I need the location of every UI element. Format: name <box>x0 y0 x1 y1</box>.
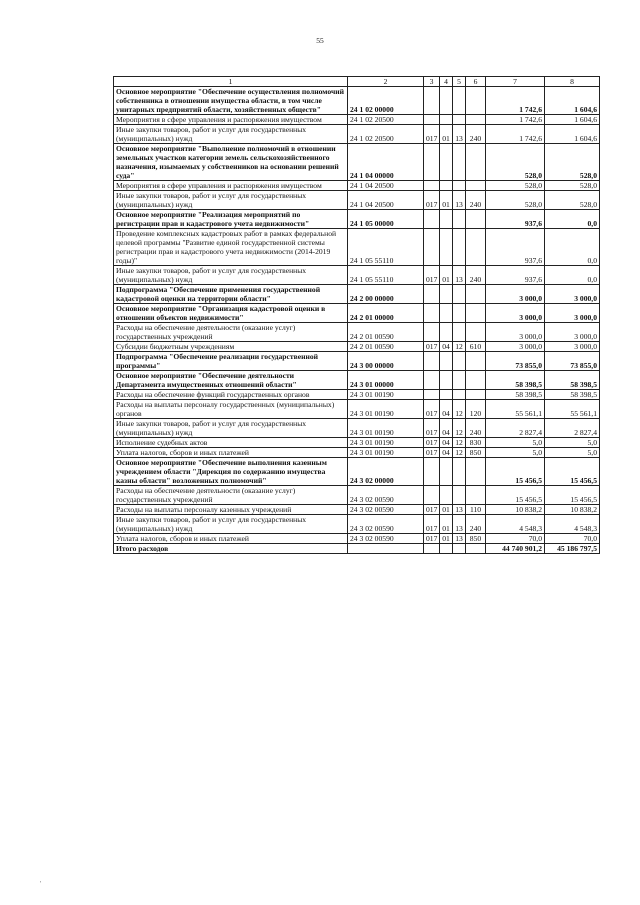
row-amount-year2-cell: 3 000,0 <box>545 285 600 304</box>
table-row <box>114 323 600 342</box>
row-name-cell: Основное мероприятие "Обеспечение деятельности Департамента имущественных отношений области" <box>114 371 348 390</box>
row-code-cell: 24 1 05 55110 <box>348 266 424 285</box>
row-subsection-cell: 13 <box>453 505 466 515</box>
row-code-cell <box>348 544 424 554</box>
row-admin-code-cell <box>424 210 440 229</box>
row-expense-type-cell <box>466 210 486 229</box>
row-section-cell: 01 <box>440 505 453 515</box>
row-admin-code-cell <box>424 115 440 125</box>
row-amount-year2-cell: 3 000,0 <box>545 342 600 352</box>
table-row <box>114 266 600 285</box>
row-name-cell: Основное мероприятие "Обеспечение выполнения казенным учреждением области "Дирекция по содержанию имущества казны области" возложенных полномочий" <box>114 458 348 486</box>
row-expense-type-cell <box>466 390 486 400</box>
column-header: 8 <box>545 77 600 87</box>
table-row <box>114 448 600 458</box>
page-number: 55 <box>316 36 324 45</box>
row-amount-year1-cell: 73 855,0 <box>486 352 545 371</box>
row-expense-type-cell <box>466 229 486 266</box>
row-expense-type-cell <box>466 144 486 181</box>
row-name-cell: Субсидии бюджетным учреждениям <box>114 342 348 352</box>
row-amount-year2-cell: 528,0 <box>545 181 600 191</box>
row-name-cell: Расходы на выплаты персоналу казенных учреждений <box>114 505 348 515</box>
row-amount-year1-cell: 1 742,6 <box>486 125 545 144</box>
row-expense-type-cell <box>466 486 486 505</box>
row-expense-type-cell: 850 <box>466 448 486 458</box>
row-subsection-cell <box>453 323 466 342</box>
row-code-cell: 24 2 01 00590 <box>348 342 424 352</box>
row-admin-code-cell <box>424 371 440 390</box>
budget-table <box>113 76 600 554</box>
row-admin-code-cell: 017 <box>424 419 440 438</box>
row-name-cell: Основное мероприятие "Выполнение полномочий в отношении земельных участков категории земель сельскохозяйственного назначения, изымаемых у собственников на основании решений суда" <box>114 144 348 181</box>
row-subsection-cell <box>453 115 466 125</box>
row-name-cell: Уплата налогов, сборов и иных платежей <box>114 534 348 544</box>
row-admin-code-cell: 017 <box>424 448 440 458</box>
row-code-cell: 24 3 02 00590 <box>348 486 424 505</box>
row-code-cell: 24 1 02 20500 <box>348 115 424 125</box>
row-admin-code-cell <box>424 285 440 304</box>
row-section-cell: 04 <box>440 438 453 448</box>
row-subsection-cell: 13 <box>453 515 466 534</box>
row-name-cell: Подпрограмма "Обеспечение реализации государственной программы" <box>114 352 348 371</box>
row-amount-year1-cell: 3 000,0 <box>486 323 545 342</box>
row-code-cell: 24 3 01 00190 <box>348 390 424 400</box>
row-amount-year1-cell: 3 000,0 <box>486 285 545 304</box>
row-amount-year1-cell: 2 827,4 <box>486 419 545 438</box>
table-row <box>114 390 600 400</box>
row-amount-year1-cell: 528,0 <box>486 181 545 191</box>
row-amount-year1-cell: 1 742,6 <box>486 87 545 115</box>
row-amount-year1-cell: 528,0 <box>486 191 545 210</box>
table-row <box>114 371 600 390</box>
table-row <box>114 352 600 371</box>
row-admin-code-cell <box>424 458 440 486</box>
row-admin-code-cell <box>424 390 440 400</box>
table-row <box>114 87 600 115</box>
row-amount-year1-cell: 4 548,3 <box>486 515 545 534</box>
row-expense-type-cell <box>466 458 486 486</box>
row-name-cell: Иные закупки товаров, работ и услуг для государственных (муниципальных) нужд <box>114 191 348 210</box>
row-expense-type-cell: 240 <box>466 419 486 438</box>
row-amount-year2-cell: 0,0 <box>545 229 600 266</box>
row-section-cell <box>440 371 453 390</box>
row-subsection-cell: 13 <box>453 125 466 144</box>
row-amount-year2-cell: 4 548,3 <box>545 515 600 534</box>
row-section-cell: 04 <box>440 448 453 458</box>
row-amount-year2-cell: 58 398,5 <box>545 371 600 390</box>
row-name-cell: Иные закупки товаров, работ и услуг для государственных (муниципальных) нужд <box>114 515 348 534</box>
row-expense-type-cell <box>466 285 486 304</box>
row-section-cell: 01 <box>440 125 453 144</box>
row-amount-year2-cell: 5,0 <box>545 448 600 458</box>
row-expense-type-cell: 240 <box>466 515 486 534</box>
row-code-cell: 24 3 01 00190 <box>348 438 424 448</box>
row-name-cell: Расходы на выплаты персоналу государственных (муниципальных) органов <box>114 400 348 419</box>
row-admin-code-cell <box>424 486 440 505</box>
row-admin-code-cell: 017 <box>424 125 440 144</box>
row-code-cell: 24 3 01 00190 <box>348 448 424 458</box>
row-amount-year2-cell: 1 604,6 <box>545 125 600 144</box>
row-subsection-cell <box>453 285 466 304</box>
margin-mark: ' <box>40 880 42 888</box>
row-expense-type-cell: 240 <box>466 266 486 285</box>
row-amount-year1-cell: 937,6 <box>486 210 545 229</box>
row-expense-type-cell: 610 <box>466 342 486 352</box>
table-body <box>114 87 600 554</box>
row-section-cell <box>440 285 453 304</box>
row-section-cell: 01 <box>440 534 453 544</box>
row-section-cell: 04 <box>440 400 453 419</box>
row-admin-code-cell: 017 <box>424 534 440 544</box>
row-amount-year1-cell: 937,6 <box>486 266 545 285</box>
row-name-cell: Мероприятия в сфере управления и распоряжения имуществом <box>114 115 348 125</box>
row-amount-year2-cell: 3 000,0 <box>545 304 600 323</box>
row-code-cell: 24 3 01 00190 <box>348 400 424 419</box>
table-row <box>114 191 600 210</box>
column-number-row <box>114 77 600 87</box>
row-subsection-cell <box>453 144 466 181</box>
row-amount-year2-cell: 10 838,2 <box>545 505 600 515</box>
row-admin-code-cell <box>424 229 440 266</box>
row-subsection-cell <box>453 352 466 371</box>
row-section-cell <box>440 115 453 125</box>
row-code-cell: 24 3 02 00590 <box>348 515 424 534</box>
row-subsection-cell <box>453 544 466 554</box>
row-expense-type-cell <box>466 87 486 115</box>
row-code-cell: 24 1 04 00000 <box>348 144 424 181</box>
table-row <box>114 544 600 554</box>
row-admin-code-cell: 017 <box>424 342 440 352</box>
row-expense-type-cell <box>466 371 486 390</box>
row-admin-code-cell <box>424 304 440 323</box>
row-code-cell: 24 1 04 20500 <box>348 191 424 210</box>
row-subsection-cell: 13 <box>453 191 466 210</box>
row-expense-type-cell <box>466 323 486 342</box>
row-admin-code-cell <box>424 323 440 342</box>
row-name-cell: Мероприятия в сфере управления и распоряжения имуществом <box>114 181 348 191</box>
row-subsection-cell <box>453 229 466 266</box>
row-admin-code-cell <box>424 144 440 181</box>
row-amount-year1-cell: 5,0 <box>486 448 545 458</box>
row-code-cell: 24 3 02 00590 <box>348 534 424 544</box>
table-row <box>114 438 600 448</box>
row-code-cell: 24 1 04 20500 <box>348 181 424 191</box>
row-amount-year1-cell: 1 742,6 <box>486 115 545 125</box>
row-name-cell: Основное мероприятие "Организация кадастровой оценки в отношении объектов недвижимости" <box>114 304 348 323</box>
row-subsection-cell <box>453 181 466 191</box>
row-subsection-cell <box>453 371 466 390</box>
row-amount-year1-cell: 58 398,5 <box>486 371 545 390</box>
row-amount-year1-cell: 15 456,5 <box>486 486 545 505</box>
row-amount-year2-cell: 5,0 <box>545 438 600 448</box>
row-amount-year2-cell: 58 398,5 <box>545 390 600 400</box>
row-code-cell: 24 1 02 00000 <box>348 87 424 115</box>
row-amount-year1-cell: 44 740 901,2 <box>486 544 545 554</box>
table-row <box>114 515 600 534</box>
row-code-cell: 24 1 05 55110 <box>348 229 424 266</box>
row-amount-year1-cell: 55 561,1 <box>486 400 545 419</box>
row-expense-type-cell <box>466 115 486 125</box>
row-expense-type-cell: 850 <box>466 534 486 544</box>
row-amount-year1-cell: 528,0 <box>486 144 545 181</box>
row-amount-year1-cell: 5,0 <box>486 438 545 448</box>
row-admin-code-cell <box>424 181 440 191</box>
row-subsection-cell: 12 <box>453 438 466 448</box>
row-subsection-cell <box>453 458 466 486</box>
row-amount-year2-cell: 45 186 797,5 <box>545 544 600 554</box>
row-amount-year2-cell: 2 827,4 <box>545 419 600 438</box>
row-amount-year2-cell: 55 561,1 <box>545 400 600 419</box>
row-amount-year1-cell: 70,0 <box>486 534 545 544</box>
row-amount-year2-cell: 73 855,0 <box>545 352 600 371</box>
row-subsection-cell <box>453 390 466 400</box>
row-section-cell: 01 <box>440 515 453 534</box>
row-admin-code-cell: 017 <box>424 505 440 515</box>
column-header: 1 <box>114 77 348 87</box>
row-section-cell <box>440 181 453 191</box>
table-row <box>114 342 600 352</box>
row-admin-code-cell <box>424 544 440 554</box>
row-code-cell: 24 3 01 00190 <box>348 419 424 438</box>
row-subsection-cell <box>453 87 466 115</box>
row-expense-type-cell: 240 <box>466 191 486 210</box>
row-amount-year2-cell: 0,0 <box>545 266 600 285</box>
row-name-cell: Иные закупки товаров, работ и услуг для государственных (муниципальных) нужд <box>114 125 348 144</box>
row-amount-year2-cell: 70,0 <box>545 534 600 544</box>
column-header: 5 <box>453 77 466 87</box>
row-expense-type-cell <box>466 544 486 554</box>
row-amount-year2-cell: 528,0 <box>545 144 600 181</box>
row-expense-type-cell <box>466 352 486 371</box>
row-expense-type-cell: 830 <box>466 438 486 448</box>
column-header: 6 <box>466 77 486 87</box>
row-subsection-cell: 12 <box>453 342 466 352</box>
row-code-cell: 24 3 00 00000 <box>348 352 424 371</box>
row-code-cell: 24 3 02 00000 <box>348 458 424 486</box>
row-admin-code-cell <box>424 87 440 115</box>
table-row <box>114 144 600 181</box>
row-amount-year2-cell: 15 456,5 <box>545 458 600 486</box>
table-row <box>114 486 600 505</box>
row-subsection-cell: 12 <box>453 400 466 419</box>
row-amount-year1-cell: 58 398,5 <box>486 390 545 400</box>
column-header: 7 <box>486 77 545 87</box>
row-name-cell: Итого расходов <box>114 544 348 554</box>
row-amount-year1-cell: 3 000,0 <box>486 342 545 352</box>
row-subsection-cell <box>453 304 466 323</box>
row-name-cell: Иные закупки товаров, работ и услуг для государственных (муниципальных) нужд <box>114 419 348 438</box>
row-admin-code-cell <box>424 352 440 371</box>
row-code-cell: 24 2 01 00590 <box>348 323 424 342</box>
row-code-cell: 24 2 01 00000 <box>348 304 424 323</box>
row-amount-year2-cell: 0,0 <box>545 210 600 229</box>
row-section-cell <box>440 210 453 229</box>
table-row <box>114 400 600 419</box>
row-name-cell: Основное мероприятие "Реализация мероприятий по регистрации прав и кадастрового учета недвижимости" <box>114 210 348 229</box>
row-name-cell: Расходы на обеспечение функций государственных органов <box>114 390 348 400</box>
table-row <box>114 210 600 229</box>
row-section-cell <box>440 144 453 181</box>
row-admin-code-cell: 017 <box>424 400 440 419</box>
row-amount-year1-cell: 10 838,2 <box>486 505 545 515</box>
row-admin-code-cell: 017 <box>424 515 440 534</box>
row-section-cell <box>440 352 453 371</box>
table-row <box>114 304 600 323</box>
row-code-cell: 24 2 00 00000 <box>348 285 424 304</box>
row-section-cell <box>440 87 453 115</box>
row-section-cell <box>440 544 453 554</box>
column-header: 4 <box>440 77 453 87</box>
row-section-cell <box>440 323 453 342</box>
table-row <box>114 115 600 125</box>
row-subsection-cell <box>453 210 466 229</box>
table-row <box>114 419 600 438</box>
row-amount-year2-cell: 1 604,6 <box>545 115 600 125</box>
table-row <box>114 181 600 191</box>
row-amount-year2-cell: 1 604,6 <box>545 87 600 115</box>
row-code-cell: 24 1 05 00000 <box>348 210 424 229</box>
row-section-cell <box>440 229 453 266</box>
row-name-cell: Расходы на обеспечение деятельности (оказание услуг) государственных учреждений <box>114 486 348 505</box>
table-row <box>114 229 600 266</box>
row-amount-year1-cell: 937,6 <box>486 229 545 266</box>
row-section-cell: 01 <box>440 191 453 210</box>
row-section-cell: 04 <box>440 419 453 438</box>
row-admin-code-cell: 017 <box>424 438 440 448</box>
row-subsection-cell: 13 <box>453 534 466 544</box>
row-amount-year2-cell: 15 456,5 <box>545 486 600 505</box>
row-subsection-cell: 12 <box>453 448 466 458</box>
row-code-cell: 24 3 01 00000 <box>348 371 424 390</box>
row-code-cell: 24 3 02 00590 <box>348 505 424 515</box>
row-amount-year2-cell: 528,0 <box>545 191 600 210</box>
table-row <box>114 285 600 304</box>
row-section-cell <box>440 458 453 486</box>
row-name-cell: Иные закупки товаров, работ и услуг для государственных (муниципальных) нужд <box>114 266 348 285</box>
column-header: 2 <box>348 77 424 87</box>
table-row <box>114 505 600 515</box>
row-section-cell: 04 <box>440 342 453 352</box>
row-expense-type-cell <box>466 304 486 323</box>
row-name-cell: Уплата налогов, сборов и иных платежей <box>114 448 348 458</box>
row-section-cell <box>440 486 453 505</box>
row-name-cell: Проведение комплексных кадастровых работ в рамках федеральной целевой программы "Развитие единой государственной системы регистрации прав и кадастрового учета недвижимости (2014-2019 годы)" <box>114 229 348 266</box>
row-subsection-cell: 13 <box>453 266 466 285</box>
row-name-cell: Подпрограмма "Обеспечение применения государственной кадастровой оценки на территории области" <box>114 285 348 304</box>
row-expense-type-cell: 110 <box>466 505 486 515</box>
column-header: 3 <box>424 77 440 87</box>
table-row <box>114 458 600 486</box>
row-section-cell <box>440 304 453 323</box>
row-expense-type-cell: 240 <box>466 125 486 144</box>
row-amount-year1-cell: 3 000,0 <box>486 304 545 323</box>
row-section-cell: 01 <box>440 266 453 285</box>
table-row <box>114 125 600 144</box>
row-name-cell: Исполнение судебных актов <box>114 438 348 448</box>
table-row <box>114 534 600 544</box>
row-amount-year2-cell: 3 000,0 <box>545 323 600 342</box>
row-admin-code-cell: 017 <box>424 266 440 285</box>
row-amount-year1-cell: 15 456,5 <box>486 458 545 486</box>
row-code-cell: 24 1 02 20500 <box>348 125 424 144</box>
row-name-cell: Основное мероприятие "Обеспечение осуществления полномочий собственника в отношении имущества области, в том числе унитарных предприятий области, хозяйственных обществ" <box>114 87 348 115</box>
row-expense-type-cell: 120 <box>466 400 486 419</box>
row-subsection-cell <box>453 486 466 505</box>
row-section-cell <box>440 390 453 400</box>
row-admin-code-cell: 017 <box>424 191 440 210</box>
row-expense-type-cell <box>466 181 486 191</box>
row-subsection-cell: 12 <box>453 419 466 438</box>
row-name-cell: Расходы на обеспечение деятельности (оказание услуг) государственных учреждений <box>114 323 348 342</box>
